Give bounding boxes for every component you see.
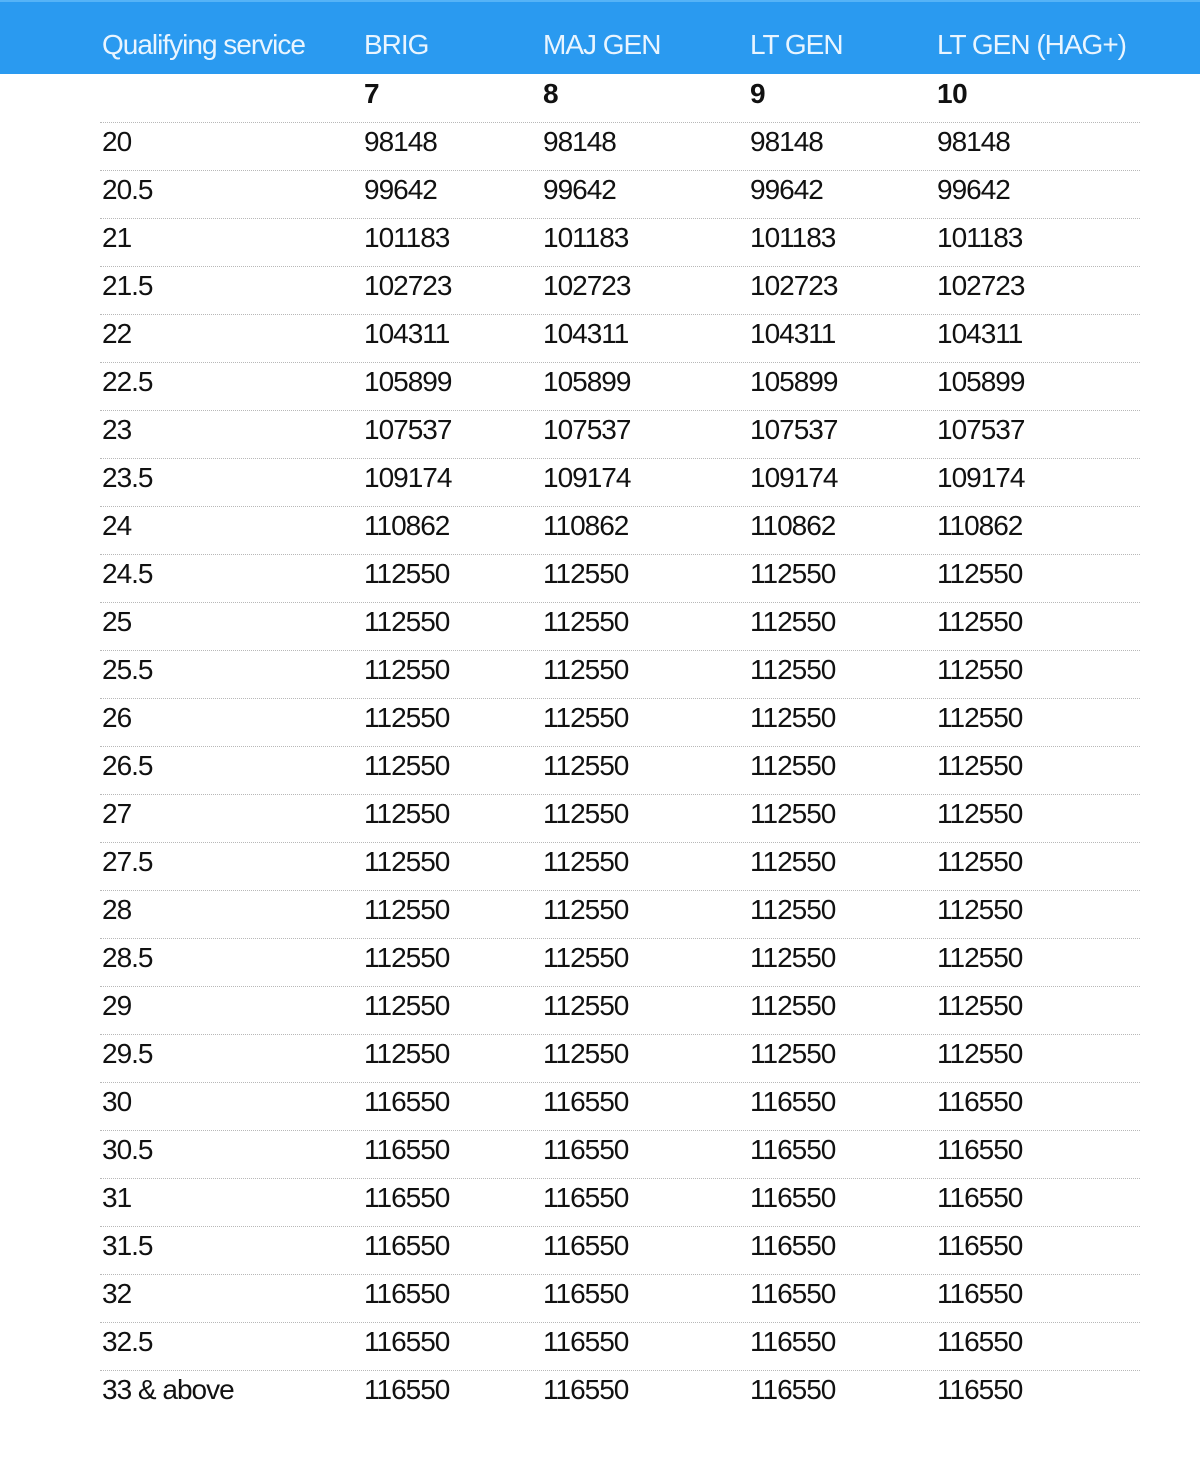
lt-gen-cell: 112550 [750, 1038, 836, 1069]
lt-gen-hag-cell: 112550 [937, 654, 1023, 685]
brig-cell: 104311 [364, 318, 450, 349]
lt-gen-hag-cell: 98148 [937, 126, 1010, 157]
table-row [0, 410, 1200, 458]
brig-cell: 98148 [364, 126, 437, 157]
brig-cell: 105899 [364, 366, 452, 397]
table-row [0, 458, 1200, 506]
lt-gen-hag-cell: 116550 [937, 1326, 1023, 1357]
maj-gen-cell: 104311 [543, 318, 629, 349]
brig-cell: 101183 [364, 222, 450, 253]
maj-gen-cell: 110862 [543, 510, 629, 541]
lt-gen-cell: 112550 [750, 558, 836, 589]
brig-cell: 116550 [364, 1086, 450, 1117]
table-row [0, 554, 1200, 602]
lt-gen-hag-cell: 99642 [937, 174, 1010, 205]
service-cell: 29.5 [102, 1038, 153, 1069]
service-cell: 20 [102, 126, 132, 157]
brig-cell: 116550 [364, 1230, 450, 1261]
lt-gen-cell: 112550 [750, 702, 836, 733]
service-cell: 25 [102, 606, 132, 637]
lt-gen-hag-cell: 101183 [937, 222, 1023, 253]
lt-gen-hag-cell: 112550 [937, 846, 1023, 877]
lt-gen-cell: 112550 [750, 942, 836, 973]
lt-gen-hag-cell: 107537 [937, 414, 1025, 445]
grade-lt-gen: 9 [750, 78, 766, 109]
table-row [0, 938, 1200, 986]
header-lt-gen: LT GEN [750, 29, 843, 60]
maj-gen-cell: 105899 [543, 366, 631, 397]
table-row [0, 650, 1200, 698]
maj-gen-cell: 116550 [543, 1230, 629, 1261]
lt-gen-cell: 116550 [750, 1230, 836, 1261]
lt-gen-hag-cell: 112550 [937, 606, 1023, 637]
maj-gen-cell: 102723 [543, 270, 631, 301]
brig-cell: 107537 [364, 414, 452, 445]
table-row [0, 1082, 1200, 1130]
brig-cell: 112550 [364, 1038, 450, 1069]
maj-gen-cell: 112550 [543, 942, 629, 973]
service-cell: 32 [102, 1278, 132, 1309]
maj-gen-cell: 99642 [543, 174, 616, 205]
service-cell: 27 [102, 798, 132, 829]
service-cell: 22 [102, 318, 132, 349]
lt-gen-cell: 116550 [750, 1086, 836, 1117]
maj-gen-cell: 107537 [543, 414, 631, 445]
lt-gen-hag-cell: 116550 [937, 1086, 1023, 1117]
lt-gen-hag-cell: 102723 [937, 270, 1025, 301]
table-row [0, 1274, 1200, 1322]
lt-gen-hag-cell: 112550 [937, 558, 1023, 589]
service-cell: 32.5 [102, 1326, 153, 1357]
header-maj-gen: MAJ GEN [543, 29, 661, 60]
service-cell: 22.5 [102, 366, 153, 397]
lt-gen-cell: 105899 [750, 366, 838, 397]
lt-gen-hag-cell: 116550 [937, 1230, 1023, 1261]
table-row [0, 266, 1200, 314]
maj-gen-cell: 112550 [543, 1038, 629, 1069]
grade-brig: 7 [364, 78, 380, 109]
maj-gen-cell: 101183 [543, 222, 629, 253]
service-cell: 27.5 [102, 846, 153, 877]
service-cell: 21.5 [102, 270, 153, 301]
grade-maj-gen: 8 [543, 78, 559, 109]
lt-gen-hag-cell: 109174 [937, 462, 1025, 493]
brig-cell: 116550 [364, 1326, 450, 1357]
maj-gen-cell: 116550 [543, 1326, 629, 1357]
lt-gen-cell: 98148 [750, 126, 823, 157]
service-cell: 23 [102, 414, 132, 445]
lt-gen-cell: 112550 [750, 798, 836, 829]
maj-gen-cell: 98148 [543, 126, 616, 157]
table-row [0, 842, 1200, 890]
lt-gen-cell: 112550 [750, 990, 836, 1021]
lt-gen-hag-cell: 112550 [937, 1038, 1023, 1069]
brig-cell: 112550 [364, 702, 450, 733]
lt-gen-hag-cell: 112550 [937, 750, 1023, 781]
table-row [0, 794, 1200, 842]
lt-gen-hag-cell: 116550 [937, 1182, 1023, 1213]
table-row [0, 1034, 1200, 1082]
maj-gen-cell: 116550 [543, 1182, 629, 1213]
lt-gen-cell: 104311 [750, 318, 836, 349]
table-row [0, 218, 1200, 266]
maj-gen-cell: 112550 [543, 990, 629, 1021]
maj-gen-cell: 116550 [543, 1278, 629, 1309]
brig-cell: 112550 [364, 942, 450, 973]
maj-gen-cell: 112550 [543, 846, 629, 877]
brig-cell: 116550 [364, 1182, 450, 1213]
maj-gen-cell: 112550 [543, 894, 629, 925]
brig-cell: 112550 [364, 894, 450, 925]
table-row [0, 362, 1200, 410]
lt-gen-cell: 101183 [750, 222, 836, 253]
service-cell: 23.5 [102, 462, 153, 493]
brig-cell: 112550 [364, 558, 450, 589]
service-cell: 26 [102, 702, 132, 733]
lt-gen-cell: 116550 [750, 1374, 836, 1405]
brig-cell: 109174 [364, 462, 452, 493]
lt-gen-cell: 112550 [750, 894, 836, 925]
table-row [0, 170, 1200, 218]
lt-gen-hag-cell: 112550 [937, 990, 1023, 1021]
lt-gen-hag-cell: 116550 [937, 1134, 1023, 1165]
brig-cell: 116550 [364, 1134, 450, 1165]
maj-gen-cell: 112550 [543, 798, 629, 829]
lt-gen-hag-cell: 104311 [937, 318, 1023, 349]
table-body [0, 122, 1200, 1418]
service-cell: 31.5 [102, 1230, 153, 1261]
lt-gen-hag-cell: 116550 [937, 1278, 1023, 1309]
brig-cell: 112550 [364, 654, 450, 685]
grade-row [0, 74, 1200, 122]
service-cell: 28.5 [102, 942, 153, 973]
service-cell: 28 [102, 894, 132, 925]
lt-gen-cell: 112550 [750, 750, 836, 781]
brig-cell: 110862 [364, 510, 450, 541]
grade-lt-gen-hag: 10 [937, 78, 968, 109]
service-cell: 20.5 [102, 174, 153, 205]
table-row [0, 122, 1200, 170]
table-row [0, 986, 1200, 1034]
maj-gen-cell: 112550 [543, 606, 629, 637]
lt-gen-cell: 116550 [750, 1134, 836, 1165]
table-row [0, 314, 1200, 362]
brig-cell: 102723 [364, 270, 452, 301]
lt-gen-hag-cell: 112550 [937, 942, 1023, 973]
table-row [0, 1226, 1200, 1274]
brig-cell: 99642 [364, 174, 437, 205]
header-brig: BRIG [364, 29, 429, 60]
service-cell: 24 [102, 510, 132, 541]
lt-gen-cell: 107537 [750, 414, 838, 445]
table-row [0, 506, 1200, 554]
maj-gen-cell: 112550 [543, 654, 629, 685]
lt-gen-hag-cell: 105899 [937, 366, 1025, 397]
service-cell: 33 & above [102, 1374, 234, 1405]
lt-gen-cell: 116550 [750, 1326, 836, 1357]
service-cell: 29 [102, 990, 132, 1021]
lt-gen-cell: 112550 [750, 606, 836, 637]
lt-gen-cell: 116550 [750, 1182, 836, 1213]
brig-cell: 112550 [364, 846, 450, 877]
brig-cell: 116550 [364, 1374, 450, 1405]
service-cell: 24.5 [102, 558, 153, 589]
lt-gen-hag-cell: 112550 [937, 702, 1023, 733]
lt-gen-cell: 116550 [750, 1278, 836, 1309]
table-row [0, 602, 1200, 650]
service-cell: 30 [102, 1086, 132, 1117]
lt-gen-hag-cell: 112550 [937, 894, 1023, 925]
maj-gen-cell: 116550 [543, 1374, 629, 1405]
service-cell: 30.5 [102, 1134, 153, 1165]
brig-cell: 112550 [364, 798, 450, 829]
maj-gen-cell: 112550 [543, 750, 629, 781]
lt-gen-cell: 109174 [750, 462, 838, 493]
brig-cell: 112550 [364, 990, 450, 1021]
lt-gen-hag-cell: 110862 [937, 510, 1023, 541]
lt-gen-cell: 102723 [750, 270, 838, 301]
maj-gen-cell: 116550 [543, 1134, 629, 1165]
table-row [0, 698, 1200, 746]
maj-gen-cell: 112550 [543, 702, 629, 733]
service-cell: 26.5 [102, 750, 153, 781]
table-header [0, 0, 1200, 74]
maj-gen-cell: 109174 [543, 462, 631, 493]
table-row [0, 1178, 1200, 1226]
lt-gen-hag-cell: 116550 [937, 1374, 1023, 1405]
table-row [0, 746, 1200, 794]
brig-cell: 112550 [364, 606, 450, 637]
header-qualifying-service: Qualifying service [102, 29, 305, 60]
service-cell: 31 [102, 1182, 132, 1213]
brig-cell: 116550 [364, 1278, 450, 1309]
lt-gen-cell: 112550 [750, 846, 836, 877]
lt-gen-cell: 112550 [750, 654, 836, 685]
brig-cell: 112550 [364, 750, 450, 781]
lt-gen-cell: 110862 [750, 510, 836, 541]
maj-gen-cell: 116550 [543, 1086, 629, 1117]
table-row [0, 1322, 1200, 1370]
lt-gen-hag-cell: 112550 [937, 798, 1023, 829]
maj-gen-cell: 112550 [543, 558, 629, 589]
table-row [0, 890, 1200, 938]
lt-gen-cell: 99642 [750, 174, 823, 205]
service-cell: 25.5 [102, 654, 153, 685]
header-lt-gen-hag: LT GEN (HAG+) [937, 29, 1127, 60]
table-row [0, 1370, 1200, 1418]
service-cell: 21 [102, 222, 132, 253]
table-row [0, 1130, 1200, 1178]
